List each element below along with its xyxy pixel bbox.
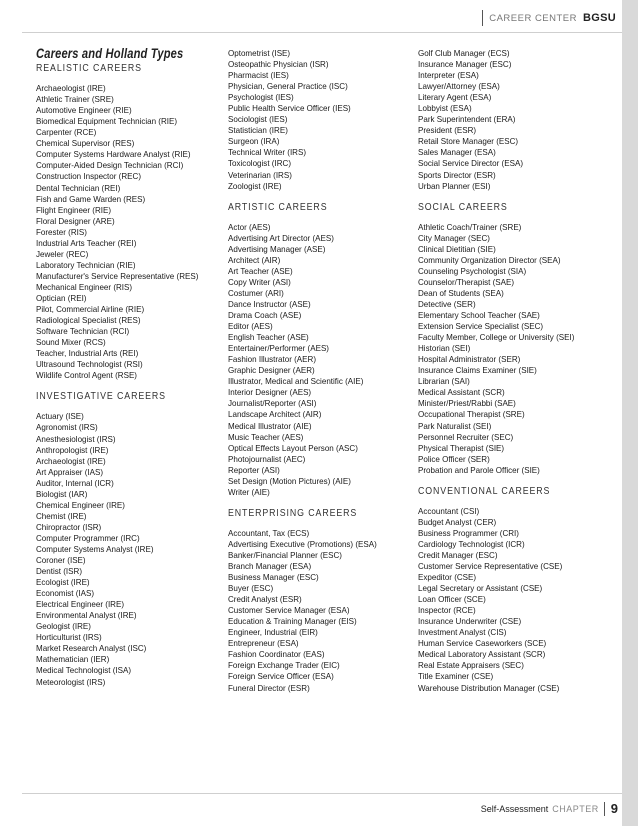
career-item: Copy Writer (ASI)	[228, 276, 291, 287]
career-item: Surgeon (IRA)	[228, 136, 280, 147]
career-item: Wildlife Control Agent (RSE)	[36, 370, 137, 381]
career-item: Fashion Illustrator (AER)	[228, 354, 317, 365]
career-item: Branch Manager (ESA)	[228, 561, 312, 572]
career-item: Interpreter (ESA)	[418, 70, 479, 81]
career-item: Customer Service Manager (ESA)	[228, 605, 350, 616]
career-item: Economist (IAS)	[36, 588, 95, 599]
career-item: Foreign Exchange Trader (EIC)	[228, 660, 340, 671]
section-heading: REALISTIC CAREERS	[36, 63, 142, 75]
career-item: Archaeologist (IRE)	[36, 455, 106, 466]
career-item: Actuary (ISE)	[36, 411, 84, 422]
career-item: Investment Analyst (CIS)	[418, 627, 507, 638]
career-item: Detective (SER)	[418, 298, 476, 309]
career-item: Industrial Arts Teacher (REI)	[36, 237, 137, 248]
career-item: Chemical Engineer (IRE)	[36, 499, 125, 510]
career-item: Minister/Priest/Rabbi (SAE)	[418, 398, 516, 409]
career-item: Optometrist (ISE)	[228, 48, 291, 58]
career-item: Agronomist (IRS)	[36, 422, 98, 433]
career-item: Social Service Director (ESA)	[418, 158, 523, 169]
top-rule	[22, 32, 622, 33]
brand-label: BGSU	[583, 12, 616, 24]
career-item: Sound Mixer (RCS)	[36, 337, 106, 348]
career-item: Forester (RIS)	[36, 226, 87, 237]
career-item: Mathematician (IER)	[36, 654, 110, 665]
career-item: Personnel Recruiter (SEC)	[418, 431, 514, 442]
career-item: Ecologist (IRE)	[36, 577, 90, 588]
career-item: Graphic Designer (AER)	[228, 365, 315, 376]
section-label: Self-Assessment	[480, 803, 549, 814]
career-item: Credit Manager (ESC)	[418, 549, 498, 560]
career-item: Optical Effects Layout Person (ASC)	[228, 442, 358, 453]
career-item: Customer Service Representative (CSE)	[418, 561, 563, 572]
career-item: Optician (REI)	[36, 292, 87, 303]
career-item: Accountant (CSI)	[418, 505, 480, 516]
career-item: Reporter (ASI)	[228, 464, 280, 475]
career-item: Literary Agent (ESA)	[418, 92, 492, 103]
career-item: Funeral Director (ESR)	[228, 682, 310, 693]
career-item: Dean of Students (SEA)	[418, 287, 504, 298]
career-item: Business Programmer (CRI)	[418, 527, 519, 538]
career-item: Medical Technologist (ISA)	[36, 665, 132, 676]
career-item: Engineer, Industrial (EIR)	[228, 627, 318, 638]
career-item: Chemist (IRE)	[36, 510, 87, 521]
career-item: Market Research Analyst (ISC)	[36, 643, 147, 654]
career-item: Biomedical Equipment Technician (RIE)	[36, 116, 178, 127]
career-item: Geologist (IRE)	[36, 621, 91, 632]
career-item: Coroner (ISE)	[36, 555, 86, 566]
career-item: City Manager (SEC)	[418, 232, 490, 243]
career-item: Computer Systems Analyst (IRE)	[36, 543, 154, 554]
section-spacer	[228, 498, 413, 501]
career-item: Entrepreneur (ESA)	[228, 638, 299, 649]
page-title: Careers and Holland Types	[36, 46, 184, 61]
career-item: Meteorologist (IRS)	[36, 676, 106, 687]
career-item: Anesthesiologist (IRS)	[36, 433, 116, 444]
section-heading: INVESTIGATIVE CAREERS	[36, 391, 166, 403]
section-spacer	[228, 192, 413, 195]
career-item: Real Estate Appraisers (SEC)	[418, 660, 524, 671]
career-item: Flight Engineer (RIE)	[36, 204, 112, 215]
career-item: Architect (AIR)	[228, 254, 281, 265]
career-item: Veterinarian (IRS)	[228, 169, 292, 180]
career-item: Zoologist (IRE)	[228, 180, 282, 191]
career-item: Human Service Caseworkers (SCE)	[418, 638, 547, 649]
career-item: Medical Assistant (SCR)	[418, 387, 505, 398]
career-item: Technical Writer (IRS)	[228, 147, 307, 158]
career-item: Fish and Game Warden (RES)	[36, 193, 146, 204]
career-item: Insurance Claims Examiner (SIE)	[418, 365, 537, 376]
career-item: Budget Analyst (CER)	[418, 516, 497, 527]
career-item: Education & Training Manager (EIS)	[228, 616, 357, 627]
career-item: Toxicologist (IRC)	[228, 158, 291, 169]
career-item: Journalist/Reporter (ASI)	[228, 398, 317, 409]
career-item: Expeditor (CSE)	[418, 572, 477, 583]
career-item: Buyer (ESC)	[228, 583, 274, 594]
section-spacer	[418, 192, 618, 195]
career-item: Construction Inspector (REC)	[36, 171, 142, 182]
career-item: Illustrator, Medical and Scientific (AIE)	[228, 376, 364, 387]
career-item: Lawyer/Attorney (ESA)	[418, 81, 500, 92]
career-item: Psychologist (IES)	[228, 92, 294, 103]
career-item: Advertising Manager (ASE)	[228, 243, 326, 254]
career-item: Sociologist (IES)	[228, 114, 288, 125]
career-item: President (ESR)	[418, 125, 477, 136]
career-item: Art Teacher (ASE)	[228, 265, 293, 276]
career-item: Ultrasound Technologist (RSI)	[36, 359, 143, 370]
career-item: Drama Coach (ASE)	[228, 310, 302, 321]
career-item: Floral Designer (ARE)	[36, 215, 115, 226]
career-item: Extension Service Specialist (SEC)	[418, 321, 544, 332]
career-item: Biologist (IAR)	[36, 488, 88, 499]
career-item: Business Manager (ESC)	[228, 572, 319, 583]
career-item: Retail Store Manager (ESC)	[418, 136, 519, 147]
career-item: Software Technician (RCI)	[36, 326, 130, 337]
career-item: Medical Laboratory Assistant (SCR)	[418, 649, 546, 660]
career-item: Carpenter (RCE)	[36, 127, 97, 138]
career-item: Athletic Trainer (SRE)	[36, 94, 114, 105]
career-item: Osteopathic Physician (ISR)	[228, 59, 329, 70]
career-item: Elementary School Teacher (SAE)	[418, 310, 540, 321]
career-item: Warehouse Distribution Manager (CSE)	[418, 682, 560, 693]
career-item: Golf Club Manager (ECS)	[418, 48, 510, 58]
career-item: Mechanical Engineer (RIS)	[36, 281, 133, 292]
career-item: Faculty Member, College or University (SEI)	[418, 332, 575, 343]
career-item: Jeweler (REC)	[36, 248, 89, 259]
career-item: Accountant, Tax (ECS)	[228, 527, 310, 538]
career-item: Set Design (Motion Pictures) (AIE)	[228, 475, 351, 486]
career-item: Dental Technician (REI)	[36, 182, 121, 193]
career-item: Teacher, Industrial Arts (REI)	[36, 348, 139, 359]
career-item: Advertising Art Director (AES)	[228, 232, 334, 243]
section-heading: CONVENTIONAL CAREERS	[418, 485, 551, 497]
section-heading: ENTERPRISING CAREERS	[228, 507, 358, 519]
career-item: Historian (SEI)	[418, 343, 471, 354]
career-item: Editor (AES)	[228, 321, 273, 332]
career-item: Computer Systems Hardware Analyst (RIE)	[36, 149, 191, 160]
career-item: Insurance Underwriter (CSE)	[418, 616, 522, 627]
career-item: Probation and Parole Officer (SIE)	[418, 464, 540, 475]
column-3	[418, 48, 618, 694]
section-spacer	[418, 476, 618, 479]
header-divider	[482, 10, 483, 26]
section-heading: SOCIAL CAREERS	[418, 201, 508, 213]
career-item: Counselor/Therapist (SAE)	[418, 276, 515, 287]
career-item: Librarian (SAI)	[418, 376, 470, 387]
page-number: 9	[610, 801, 618, 816]
career-item: Computer Programmer (IRC)	[36, 532, 140, 543]
career-item: Community Organization Director (SEA)	[418, 254, 561, 265]
career-item: Chemical Supervisor (RES)	[36, 138, 135, 149]
career-item: Music Teacher (AES)	[228, 431, 304, 442]
career-item: Title Examiner (CSE)	[418, 671, 494, 682]
career-item: Entertainer/Performer (AES)	[228, 343, 329, 354]
career-item: English Teacher (ASE)	[228, 332, 309, 343]
career-item: Counseling Psychologist (SIA)	[418, 265, 527, 276]
career-item: Pilot, Commercial Airline (RIE)	[36, 304, 145, 315]
career-item: Horticulturist (IRS)	[36, 632, 102, 643]
career-item: Radiological Specialist (RES)	[36, 315, 141, 326]
career-item: Archaeologist (IRE)	[36, 83, 106, 94]
career-item: Banker/Financial Planner (ESC)	[228, 549, 342, 560]
career-item: Insurance Manager (ESC)	[418, 59, 512, 70]
page-footer	[481, 801, 618, 816]
career-item: Loan Officer (SCE)	[418, 594, 486, 605]
career-item: Actor (AES)	[228, 221, 271, 232]
career-item: Sports Director (ESR)	[418, 169, 496, 180]
section-heading: ARTISTIC CAREERS	[228, 201, 328, 213]
career-item: Chiropractor (ISR)	[36, 521, 102, 532]
career-item: Police Officer (SER)	[418, 453, 490, 464]
career-item: Athletic Coach/Trainer (SRE)	[418, 221, 522, 232]
career-item: Clinical Dietitian (SIE)	[418, 243, 496, 254]
career-item: Medical Illustrator (AIE)	[228, 420, 312, 431]
career-item: Manufacturer's Service Representative (RES)	[36, 270, 199, 281]
footer-divider	[604, 802, 605, 816]
career-item: Automotive Engineer (RIE)	[36, 105, 132, 116]
career-item: Costumer (ARI)	[228, 287, 284, 298]
career-item: Interior Designer (AES)	[228, 387, 312, 398]
career-item: Fashion Coordinator (EAS)	[228, 649, 325, 660]
career-item: Occupational Therapist (SRE)	[418, 409, 525, 420]
career-item: Dance Instructor (ASE)	[228, 298, 311, 309]
career-item: Urban Planner (ESI)	[418, 180, 491, 191]
career-item: Sales Manager (ESA)	[418, 147, 496, 158]
bottom-rule	[22, 793, 622, 794]
career-item: Park Naturalist (SEI)	[418, 420, 492, 431]
career-item: Pharmacist (IES)	[228, 70, 289, 81]
career-item: Park Superintendent (ERA)	[418, 114, 516, 125]
side-bar	[622, 0, 638, 826]
career-center-label: CAREER CENTER	[489, 12, 578, 24]
career-item: Computer-Aided Design Technician (RCI)	[36, 160, 184, 171]
career-item: Inspector (RCE)	[418, 605, 476, 616]
career-item: Advertising Executive (Promotions) (ESA)	[228, 538, 377, 549]
career-item: Physician, General Practice (ISC)	[228, 81, 348, 92]
career-item: Credit Analyst (ESR)	[228, 594, 302, 605]
career-item: Physical Therapist (SIE)	[418, 442, 505, 453]
career-item: Statistician (IRE)	[228, 125, 288, 136]
career-item: Anthropologist (IRE)	[36, 444, 109, 455]
section-spacer	[36, 381, 216, 384]
career-item: Cardiology Technologist (ICR)	[418, 538, 525, 549]
career-item: Foreign Service Officer (ESA)	[228, 671, 334, 682]
career-item: Auditor, Internal (ICR)	[36, 477, 114, 488]
career-item: Lobbyist (ESA)	[418, 103, 472, 114]
career-item: Legal Secretary or Assistant (CSE)	[418, 583, 543, 594]
career-item: Photojournalist (AEC)	[228, 453, 306, 464]
career-item: Public Health Service Officer (IES)	[228, 103, 351, 114]
page-header	[482, 8, 616, 28]
column-1	[36, 48, 216, 688]
column-2	[228, 48, 413, 694]
career-item: Art Appraiser (IAS)	[36, 466, 104, 477]
career-item: Environmental Analyst (IRE)	[36, 610, 137, 621]
career-item: Dentist (ISR)	[36, 566, 83, 577]
career-item: Writer (AIE)	[228, 486, 270, 497]
chapter-label: CHAPTER	[552, 803, 599, 814]
career-item: Electrical Engineer (IRE)	[36, 599, 125, 610]
career-item: Hospital Administrator (SER)	[418, 354, 521, 365]
career-item: Landscape Architect (AIR)	[228, 409, 322, 420]
career-item: Laboratory Technician (RIE)	[36, 259, 136, 270]
